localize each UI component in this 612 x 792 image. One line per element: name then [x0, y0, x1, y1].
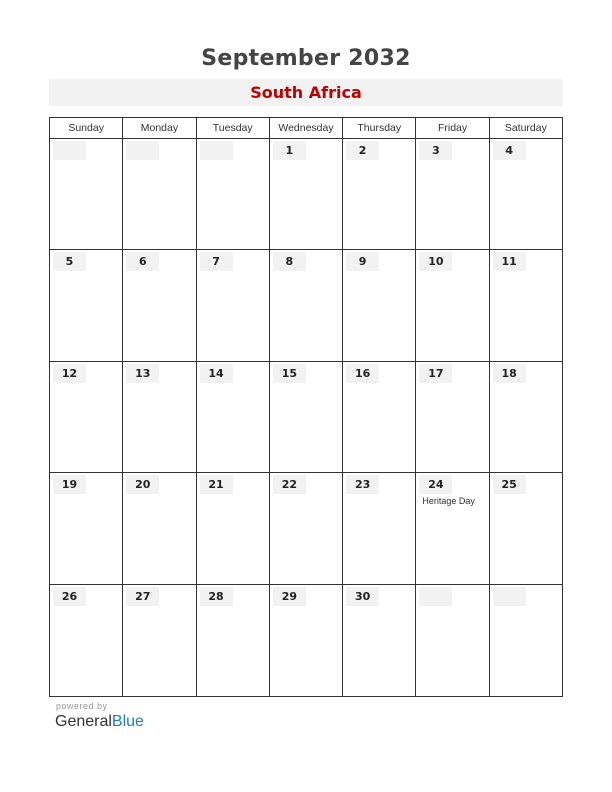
day-number: 1 [273, 141, 306, 160]
day-number: 6 [126, 252, 159, 271]
weekday-sunday: Sunday [50, 118, 123, 138]
calendar-title: September 2032 [201, 46, 411, 71]
day-cell [123, 139, 196, 249]
day-cell [270, 362, 343, 472]
day-number: 13 [126, 364, 159, 383]
day-cell [50, 362, 123, 472]
day-number: 11 [493, 252, 526, 271]
day-cell [123, 473, 196, 583]
empty-day-marker [419, 587, 452, 606]
day-cell [416, 473, 489, 583]
weekday-monday: Monday [123, 118, 196, 138]
day-cell [123, 585, 196, 696]
day-cell [50, 139, 123, 249]
day-cell [270, 250, 343, 360]
weekday-friday: Friday [416, 118, 489, 138]
day-cell [490, 362, 562, 472]
day-cell [123, 250, 196, 360]
day-cell [416, 250, 489, 360]
day-number: 7 [200, 252, 233, 271]
day-number: 2 [346, 141, 379, 160]
week-row [50, 473, 562, 584]
holiday-label: Heritage Day [422, 496, 475, 507]
day-cell [343, 250, 416, 360]
day-number: 27 [126, 587, 159, 606]
calendar-grid [49, 117, 563, 697]
day-cell [50, 250, 123, 360]
day-number: 15 [273, 364, 306, 383]
day-cell [270, 585, 343, 696]
day-number: 26 [53, 587, 86, 606]
day-cell [50, 473, 123, 583]
day-cell [197, 362, 270, 472]
week-row [50, 362, 562, 473]
brand-general-text: General [55, 713, 112, 730]
day-cell [416, 585, 489, 696]
day-number: 29 [273, 587, 306, 606]
day-number: 4 [493, 141, 526, 160]
day-number: 8 [273, 252, 306, 271]
generalblue-logo [55, 713, 144, 731]
day-number: 16 [346, 364, 379, 383]
day-cell [416, 362, 489, 472]
day-number: 25 [493, 475, 526, 494]
day-number: 23 [346, 475, 379, 494]
day-cell [490, 585, 562, 696]
empty-day-marker [493, 587, 526, 606]
day-number: 30 [346, 587, 379, 606]
week-row [50, 139, 562, 250]
week-row [50, 250, 562, 361]
country-name: South Africa [49, 79, 563, 106]
day-number: 21 [200, 475, 233, 494]
day-cell [343, 585, 416, 696]
day-number: 18 [493, 364, 526, 383]
empty-day-marker [126, 141, 159, 160]
day-number: 28 [200, 587, 233, 606]
day-cell [197, 139, 270, 249]
day-number: 17 [419, 364, 452, 383]
day-cell [343, 362, 416, 472]
day-cell [490, 473, 562, 583]
day-number: 14 [200, 364, 233, 383]
weekday-saturday: Saturday [504, 122, 547, 134]
day-cell [490, 139, 562, 249]
empty-day-marker [200, 141, 233, 160]
weekday-thursday: Thursday [343, 118, 416, 138]
day-cell [123, 362, 196, 472]
day-number: 22 [273, 475, 306, 494]
powered-by-label: powered by [56, 701, 108, 711]
weekday-wednesday: Wednesday [270, 118, 343, 138]
calendar-weeks [50, 139, 562, 696]
day-number: 19 [53, 475, 86, 494]
day-cell [416, 139, 489, 249]
empty-day-marker [53, 141, 86, 160]
week-row [50, 585, 562, 696]
day-cell [490, 250, 562, 360]
day-cell [343, 139, 416, 249]
day-cell [197, 473, 270, 583]
day-cell [197, 250, 270, 360]
day-cell [197, 585, 270, 696]
day-cell [343, 473, 416, 583]
day-number: 24 [419, 475, 452, 494]
day-cell [270, 139, 343, 249]
day-number: 10 [419, 252, 452, 271]
day-number: 3 [419, 141, 452, 160]
day-number: 5 [53, 252, 86, 271]
brand-blue-text: Blue [111, 713, 144, 730]
weekday-tuesday: Tuesday [197, 118, 270, 138]
day-number: 9 [346, 252, 379, 271]
day-number: 20 [126, 475, 159, 494]
weekday-header [50, 118, 562, 139]
day-number: 12 [53, 364, 86, 383]
day-cell [270, 473, 343, 583]
day-cell [50, 585, 123, 696]
